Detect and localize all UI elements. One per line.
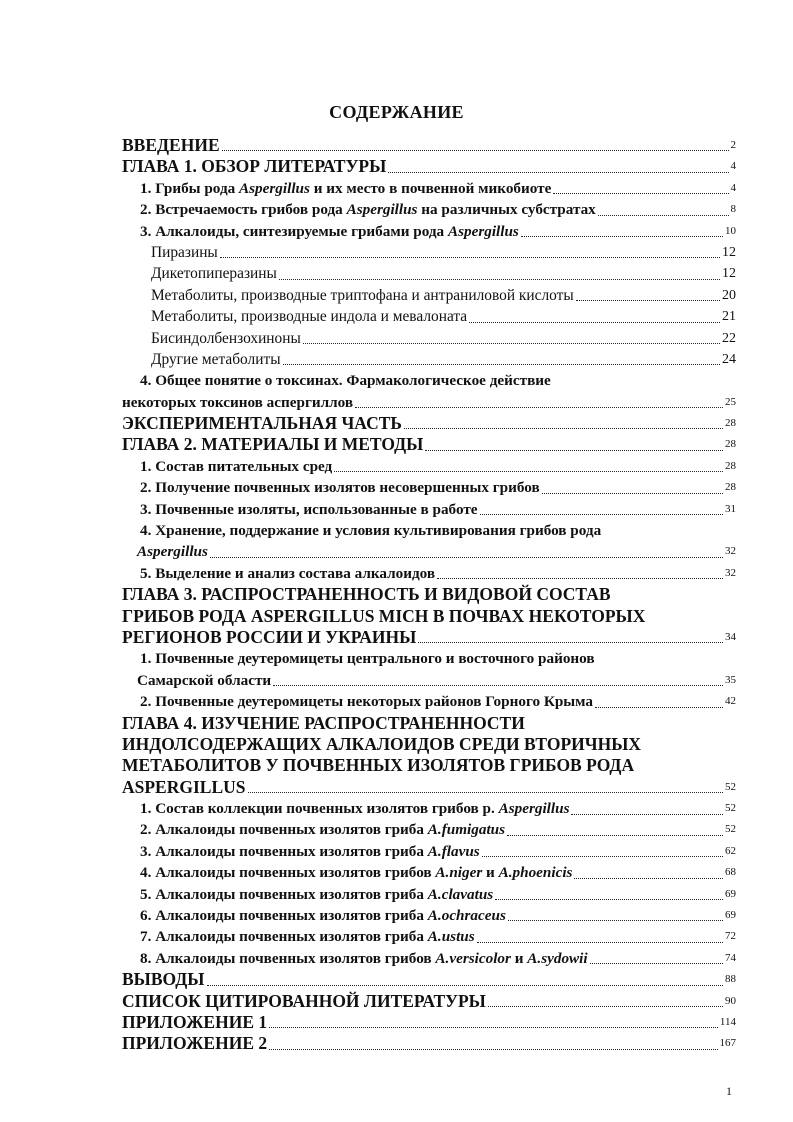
dot-leader	[571, 814, 723, 815]
toc-page-number: 12	[722, 244, 736, 260]
dot-leader	[334, 471, 723, 472]
toc-page-number: 28	[725, 481, 736, 494]
toc-entry-title: 1. Состав коллекции почвенных изолятов грибов р. Aspergillus	[140, 800, 570, 818]
toc-page-number: 90	[725, 994, 736, 1007]
toc-page-number: 52	[725, 780, 736, 793]
toc-entry-3-2[interactable]	[122, 691, 736, 712]
toc-entry-title: 7. Алкалоиды почвенных изолятов гриба A.ustus	[140, 928, 475, 946]
dot-leader	[469, 322, 720, 323]
dot-leader	[418, 642, 723, 643]
dot-leader	[220, 257, 720, 258]
toc-entry-title: 2. Встречаемость грибов рода Aspergillus на различных субстратах	[140, 201, 596, 219]
toc-entry-title: СПИСОК ЦИТИРОВАННОЙ ЛИТЕРАТУРЫ	[122, 990, 486, 1011]
dot-leader	[279, 279, 720, 280]
toc-entry-title: ГЛАВА 2. МАТЕРИАЛЫ И МЕТОДЫ	[122, 434, 424, 455]
toc-page-number: 4	[730, 160, 736, 173]
toc-entry-title: 1. Грибы рода Aspergillus и их место в почвенной микобиоте	[140, 179, 552, 197]
toc-entry-4-3[interactable]	[122, 841, 736, 862]
toc-entry-4-2[interactable]	[122, 820, 736, 841]
toc-entry-title: РЕГИОНОВ РОССИИ И УКРАИНЫ	[122, 626, 417, 647]
dot-leader	[477, 942, 723, 943]
dot-leader	[269, 1049, 717, 1050]
toc-entry-tryptophan-metabolites[interactable]	[122, 285, 736, 306]
dot-leader	[283, 364, 720, 365]
dot-leader	[508, 920, 723, 921]
toc-entry-3-1[interactable]	[122, 670, 736, 691]
toc-page-number: 20	[722, 287, 736, 303]
toc-entry-chapter-4-line2[interactable]: ИНДОЛСОДЕРЖАЩИХ АЛКАЛОИДОВ СРЕДИ ВТОРИЧНЫХ	[122, 733, 642, 754]
dot-leader	[553, 193, 728, 194]
dot-leader	[495, 899, 723, 900]
toc-entry-title: 6. Алкалоиды почвенных изолятов гриба A.ochraceus	[140, 907, 506, 925]
toc-page-number: 12	[722, 266, 736, 282]
dot-leader	[542, 493, 723, 494]
dot-leader	[207, 985, 724, 986]
toc-entry-title: 1. Состав питательных сред	[140, 457, 333, 475]
toc-page-number: 68	[725, 866, 736, 879]
toc-entry-chapter-4[interactable]	[122, 777, 736, 798]
toc-entry-4-1[interactable]	[122, 798, 736, 819]
dot-leader	[355, 407, 723, 408]
toc-entry-references[interactable]	[122, 991, 736, 1012]
dot-leader	[425, 450, 723, 451]
toc-entry-4-5[interactable]	[122, 884, 736, 905]
toc-page-number: 69	[725, 909, 736, 922]
toc-entry-title: 3. Алкалоиды почвенных изолятов гриба A.flavus	[140, 842, 480, 860]
toc-entry-title: ГЛАВА 1. ОБЗОР ЛИТЕРАТУРЫ	[122, 156, 387, 177]
toc-entry-appendix-1[interactable]	[122, 1012, 736, 1033]
toc-entry-title: ВВЕДЕНИЕ	[122, 134, 220, 155]
toc-entry-chapter-2[interactable]	[122, 434, 736, 455]
toc-entry-title: ПРИЛОЖЕНИЕ 1	[122, 1012, 268, 1032]
toc-entry-conclusions[interactable]	[122, 969, 736, 990]
toc-entry-title: ЭКСПЕРИМЕНТАЛЬНАЯ ЧАСТЬ	[122, 413, 402, 434]
toc-entry-title: Дикетопиперазины	[151, 265, 277, 283]
toc-entry-title: 2. Алкалоиды почвенных изолятов гриба A.fumigatus	[140, 821, 506, 839]
toc-page-number: 8	[730, 203, 736, 216]
toc-entry-4-7[interactable]	[122, 926, 736, 947]
toc-page-number: 52	[725, 802, 736, 815]
dot-leader	[222, 150, 729, 151]
toc-entry-title: ПРИЛОЖЕНИЕ 2	[122, 1033, 268, 1054]
toc-entry-title: 8. Алкалоиды почвенных изолятов грибов A.versicolor и A.sydowii	[140, 949, 588, 967]
page-number: 1	[726, 1084, 732, 1098]
toc-entry-chapter-4-line1[interactable]: ГЛАВА 4. ИЗУЧЕНИЕ РАСПРОСТРАНЕННОСТИ	[122, 712, 525, 733]
dot-leader	[521, 236, 723, 237]
toc-entry-1-2[interactable]	[122, 199, 736, 220]
toc-entry-bisindolbenzoquinones[interactable]	[122, 328, 736, 349]
toc-page-number: 35	[725, 673, 736, 686]
toc-entry-2-3[interactable]	[122, 499, 736, 520]
toc-page-number: 42	[725, 695, 736, 708]
dot-leader	[303, 343, 720, 344]
toc-page-number: 2	[730, 138, 736, 151]
toc-entry-chapter-3-line2[interactable]: ГРИБОВ РОДА ASPERGILLUS MICH В ПОЧВАХ НЕКОТОРЫХ	[122, 605, 646, 626]
toc-page-number: 69	[725, 887, 736, 900]
toc-entry-title: Самарской области	[137, 671, 272, 689]
toc-entry-1-3[interactable]	[122, 221, 736, 242]
toc-entry-indole-metabolites[interactable]	[122, 306, 736, 327]
toc-page-number: 52	[725, 823, 736, 836]
toc-entry-2-5[interactable]	[122, 563, 736, 584]
dot-leader	[269, 1027, 718, 1028]
toc-page-number: 32	[725, 545, 736, 558]
toc-entry-title: Бисиндолбензохиноны	[151, 329, 301, 347]
toc-page-number: 24	[722, 351, 736, 367]
page-title: СОДЕРЖАНИЕ	[329, 102, 464, 122]
toc-entry-title: 5. Алкалоиды почвенных изолятов гриба A.clavatus	[140, 885, 494, 903]
toc-entry-pyrazines[interactable]	[122, 242, 736, 263]
toc-entry-title: ВЫВОДЫ	[122, 969, 205, 990]
toc-entry-title: 3. Почвенные изоляты, использованные в работе	[140, 500, 478, 518]
toc-entry-4-4[interactable]	[122, 862, 736, 883]
toc-entry-2-4-line1[interactable]: 4. Хранение, поддержание и условия культивирования грибов рода	[140, 522, 602, 540]
dot-leader	[273, 685, 723, 686]
dot-leader	[388, 172, 728, 173]
toc-page-number: 74	[725, 951, 736, 964]
toc-page-number: 22	[722, 330, 736, 346]
toc-entry-title: 2. Почвенные деутеромицеты некоторых районов Горного Крыма	[140, 693, 594, 711]
dot-leader	[598, 215, 729, 216]
toc-page-number: 28	[725, 459, 736, 472]
toc-entry-title: некоторых токсинов аспергиллов	[122, 393, 354, 411]
toc-entry-title: Метаболиты, производные триптофана и антраниловой кислоты	[151, 286, 574, 304]
toc-page-number: 21	[722, 309, 736, 325]
toc-entry-title: Пиразины	[151, 243, 218, 261]
toc-entry-2-4[interactable]	[122, 541, 736, 562]
toc-page-number: 28	[725, 417, 736, 430]
dot-leader	[437, 578, 723, 579]
toc-entry-2-2[interactable]	[122, 477, 736, 498]
toc-entry-introduction[interactable]	[122, 135, 736, 156]
toc-page-number: 4	[730, 181, 736, 194]
toc-entry-3-1-line1[interactable]: 1. Почвенные деутеромицеты центрального и восточного районов	[140, 650, 595, 668]
toc-entry-1-1[interactable]	[122, 178, 736, 199]
toc-page-number: 10	[725, 224, 736, 237]
toc-page-number: 114	[719, 1016, 736, 1028]
toc-entry-title: 2. Получение почвенных изолятов несовершенных грибов	[140, 479, 540, 497]
toc-page-number: 72	[725, 930, 736, 943]
toc-entry-1-4-line1[interactable]: 4. Общее понятие о токсинах. Фармакологическое действие	[140, 372, 551, 390]
toc-entry-1-4[interactable]	[122, 392, 736, 413]
toc-entry-other-metabolites[interactable]	[122, 349, 736, 370]
toc-entry-4-6[interactable]	[122, 905, 736, 926]
toc-page-number: 28	[725, 438, 736, 451]
dot-leader	[482, 856, 723, 857]
toc-page-number: 34	[725, 630, 736, 643]
toc-entry-diketopiperazines[interactable]	[122, 263, 736, 284]
toc-entry-chapter-1[interactable]	[122, 156, 736, 177]
table-of-contents	[122, 135, 736, 1055]
dot-leader	[576, 300, 720, 301]
dot-leader	[507, 835, 723, 836]
dot-leader	[248, 792, 723, 793]
toc-page-number: 167	[719, 1037, 736, 1050]
toc-entry-title: ASPERGILLUS	[122, 776, 246, 797]
toc-entry-title: Метаболиты, производные индола и мевалоната	[151, 308, 468, 326]
toc-page-number: 32	[725, 566, 736, 579]
toc-entry-4-8[interactable]	[122, 948, 736, 969]
toc-entry-chapter-3[interactable]	[122, 627, 736, 648]
toc-entry-title: 5. Выделение и анализ состава алкалоидов	[140, 564, 436, 582]
dot-leader	[404, 428, 723, 429]
toc-entry-title: Другие метаболиты	[151, 350, 281, 368]
toc-entry-title: 3. Алкалоиды, синтезируемые грибами рода Aspergillus	[140, 222, 519, 240]
toc-entry-title: Aspergillus	[137, 543, 208, 561]
toc-page-number: 25	[725, 395, 736, 408]
toc-entry-experimental[interactable]	[122, 413, 736, 434]
dot-leader	[574, 878, 723, 879]
dot-leader	[595, 707, 723, 708]
dot-leader	[480, 514, 723, 515]
toc-entry-appendix-2[interactable]	[122, 1033, 736, 1054]
toc-entry-title: 4. Алкалоиды почвенных изолятов грибов A.niger и A.phoenicis	[140, 864, 573, 882]
toc-page-number: 62	[725, 844, 736, 857]
toc-entry-chapter-4-line3[interactable]: МЕТАБОЛИТОВ У ПОЧВЕННЫХ ИЗОЛЯТОВ ГРИБОВ РОДА	[122, 755, 635, 776]
toc-page-number: 88	[725, 973, 736, 986]
toc-entry-2-1[interactable]	[122, 456, 736, 477]
toc-entry-chapter-3-line1[interactable]: ГЛАВА 3. РАСПРОСТРАНЕННОСТЬ И ВИДОВОЙ СОСТАВ	[122, 584, 611, 605]
dot-leader	[488, 1006, 723, 1007]
toc-page-number: 31	[725, 502, 736, 515]
dot-leader	[590, 963, 723, 964]
dot-leader	[210, 557, 723, 558]
